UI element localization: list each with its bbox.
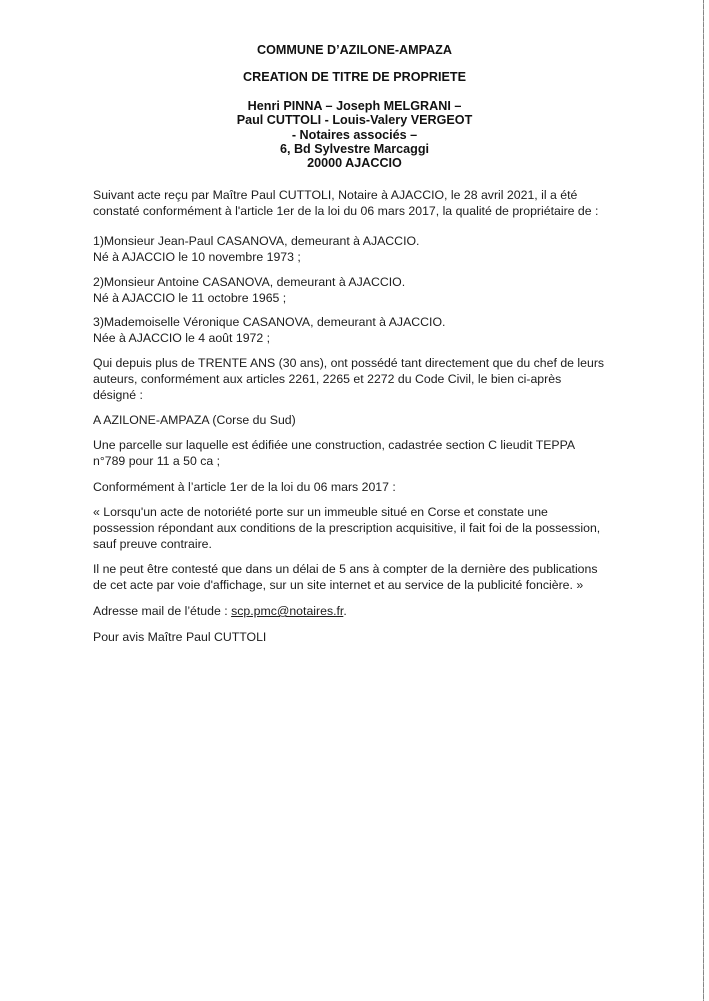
owner-1-name: 1)Monsieur Jean-Paul CASANOVA, demeurant à AJACCIO. <box>93 234 420 248</box>
signature-paragraph <box>93 630 673 646</box>
quote1-line-2: possession répondant aux conditions de la prescription acquisitive, il fait foi de la possession, <box>93 520 601 535</box>
owner-2-name: 2)Monsieur Antoine CASANOVA, demeurant à AJACCIO. <box>93 275 406 289</box>
possession-line-1: Qui depuis plus de TRENTE ANS (30 ans), ont possédé tant directement que du chef de leurs <box>93 356 605 370</box>
quote-paragraph-2 <box>93 562 673 594</box>
address-line-2: 20000 AJACCIO <box>307 156 402 171</box>
notaires-line-1: Henri PINNA – Joseph MELGRANI – <box>247 99 462 113</box>
owner-1-birth: Né à AJACCIO le 10 novembre 1973 ; <box>93 249 301 264</box>
contact-paragraph <box>93 604 673 620</box>
notaires-line-2: Paul CUTTOLI - Louis-Valery VERGEOT <box>236 113 473 128</box>
commune-heading: COMMUNE D’AZILONE-AMPAZA <box>257 43 452 57</box>
parcel-paragraph <box>93 438 673 470</box>
parcel-line-2: n°789 pour 11 a 50 ca ; <box>93 453 221 468</box>
location-paragraph <box>93 413 673 429</box>
contact-label: Adresse mail de l’étude : <box>93 604 232 618</box>
email-link[interactable]: scp.pmc@notaires.fr <box>231 604 344 618</box>
owner-3-name: 3)Mademoiselle Véronique CASANOVA, demeurant à AJACCIO. <box>93 315 446 329</box>
location-line: A AZILONE-AMPAZA (Corse du Sud) <box>93 413 296 427</box>
quote2-line-1: Il ne peut être contesté que dans un délai de 5 ans à compter de la dernière des publications <box>93 562 598 576</box>
notaires-line-3: - Notaires associés – <box>291 127 418 142</box>
owner-3-birth: Née à AJACCIO le 4 août 1972 ; <box>93 330 271 345</box>
owner-2-birth: Né à AJACCIO le 11 octobre 1965 ; <box>93 290 287 305</box>
owner-2 <box>93 275 673 307</box>
signature-line: Pour avis Maître Paul CUTTOLI <box>93 630 267 644</box>
notary-office-block <box>0 99 709 170</box>
owner-3 <box>93 315 673 347</box>
address-line-1: 6, Bd Sylvestre Marcaggi <box>279 141 430 156</box>
owner-1 <box>93 234 673 266</box>
quote-paragraph-1 <box>93 505 673 552</box>
contact-line <box>93 604 673 620</box>
intro-paragraph <box>93 188 673 220</box>
law-reference-paragraph <box>93 480 673 496</box>
contact-suffix: . <box>343 604 347 618</box>
possession-paragraph <box>93 356 673 403</box>
intro-line-2: constaté conformément à l'article 1er de la loi du 06 mars 2017, la qualité de propriétaire de : <box>93 203 599 218</box>
intro-line-1: Suivant acte reçu par Maître Paul CUTTOLI, Notaire à AJACCIO, le 28 avril 2021, il a été <box>93 188 578 202</box>
possession-line-3: désigné : <box>93 387 143 402</box>
document-title: CREATION DE TITRE DE PROPRIETE <box>243 70 466 84</box>
quote1-line-3: sauf preuve contraire. <box>93 536 212 551</box>
quote1-line-1: « Lorsqu'un acte de notoriété porte sur un immeuble situé en Corse et constate une <box>93 505 548 519</box>
possession-line-2: auteurs, conformément aux articles 2261, 2265 et 2272 du Code Civil, le bien ci-après <box>93 371 562 386</box>
law-reference-line: Conformément à l’article 1er de la loi du 06 mars 2017 : <box>93 480 396 494</box>
parcel-line-1: Une parcelle sur laquelle est édifiée une construction, cadastrée section C lieudit TEPPA <box>93 438 576 452</box>
quote2-line-2: de cet acte par voie d'affichage, sur un site internet et au service de la publicité foncière. » <box>93 577 584 592</box>
